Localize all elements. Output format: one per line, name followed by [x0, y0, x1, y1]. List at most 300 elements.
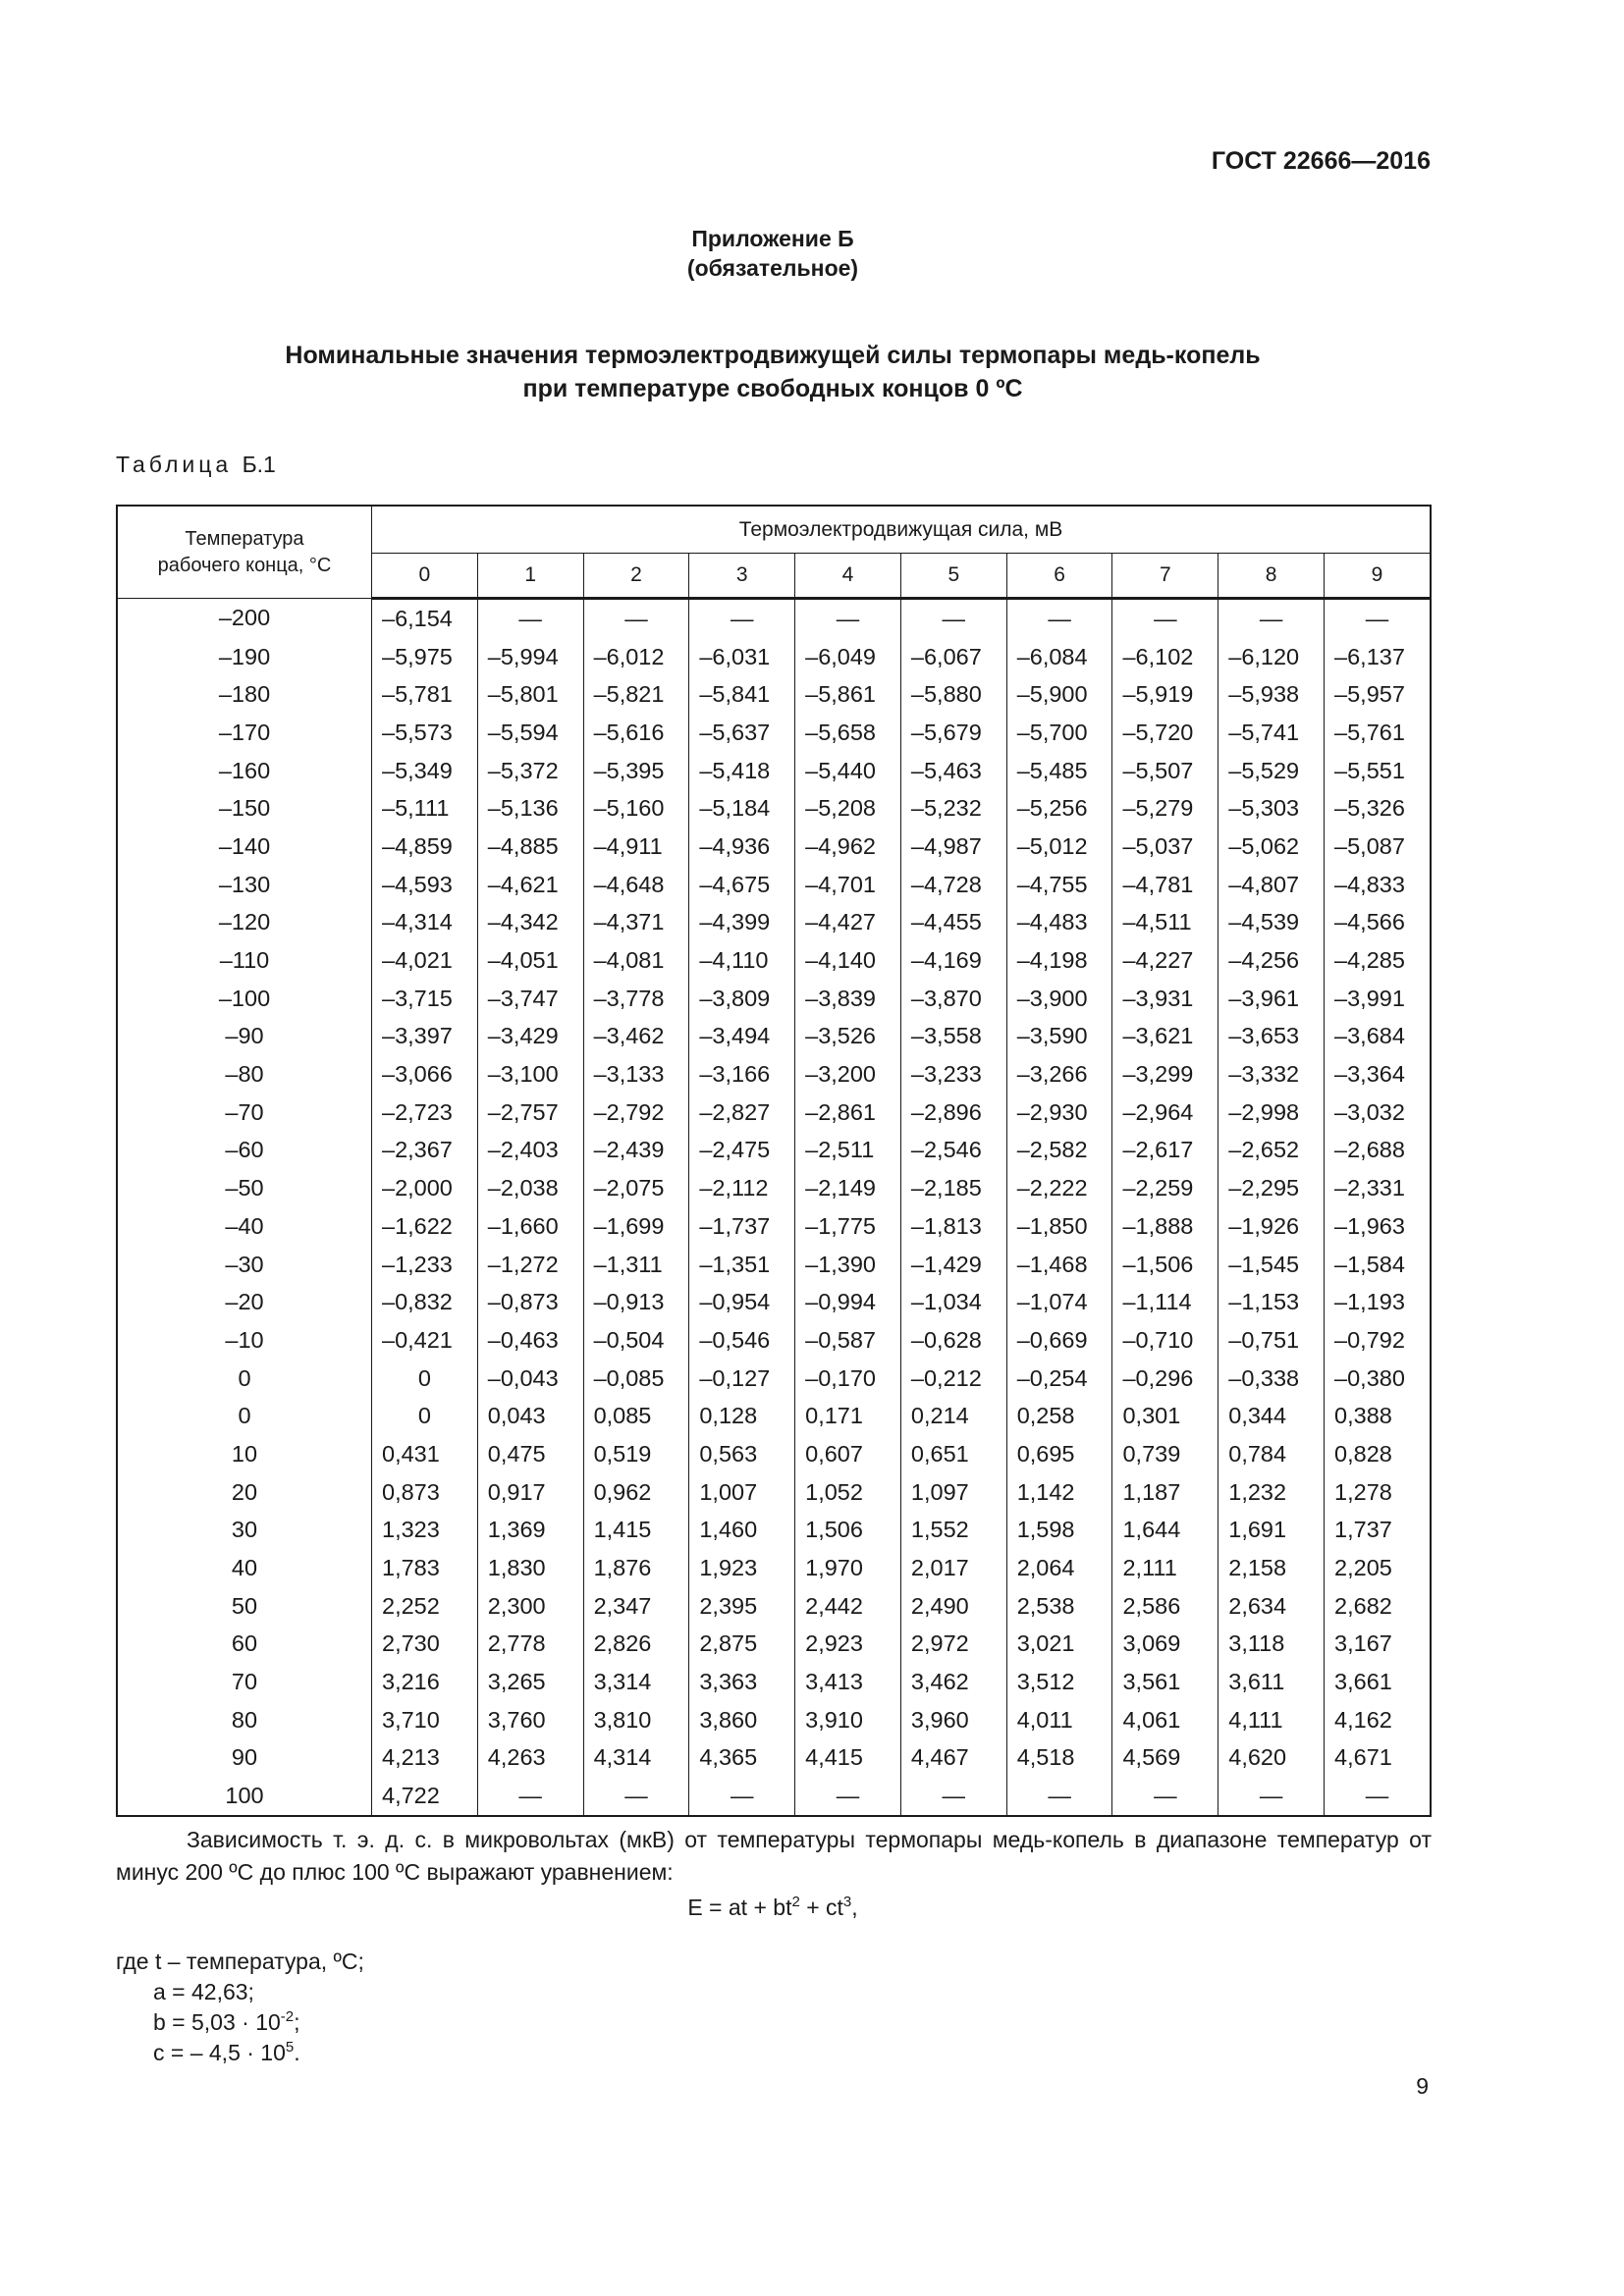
emf-cell: –4,198 [1006, 941, 1112, 980]
table-row [117, 1739, 1431, 1778]
emf-cell: 3,512 [1006, 1663, 1112, 1701]
emf-cell: –5,279 [1112, 789, 1218, 828]
emf-cell: –5,761 [1325, 714, 1431, 752]
table-row [117, 1626, 1431, 1664]
emf-cell: –6,049 [795, 638, 901, 676]
emf-cell: 1,369 [477, 1512, 583, 1550]
emf-cell: 1,830 [477, 1549, 583, 1587]
emf-cell: –1,311 [583, 1246, 689, 1284]
temperature-cell: 10 [117, 1435, 372, 1473]
emf-cell: — [1218, 599, 1325, 638]
coef-b-base: b = 5,03 · 10 [153, 2009, 281, 2035]
emf-cell: –2,367 [372, 1132, 478, 1170]
formula [0, 1895, 1545, 1921]
emf-cell: –3,590 [1006, 1018, 1112, 1056]
emf-cell: –5,349 [372, 752, 478, 790]
emf-cell: –2,792 [583, 1094, 689, 1132]
emf-cell: –0,127 [689, 1360, 795, 1398]
emf-cell: –5,485 [1006, 752, 1112, 790]
emf-cell: –5,781 [372, 675, 478, 714]
temperature-cell: –200 [117, 599, 372, 638]
emf-cell: 1,007 [689, 1473, 795, 1512]
emf-cell: 2,158 [1218, 1549, 1325, 1587]
emf-cell: 0,873 [372, 1473, 478, 1512]
emf-cell: 0,043 [477, 1397, 583, 1435]
coef-b-end: ; [294, 2009, 300, 2035]
emf-cell: –3,715 [372, 980, 478, 1018]
table-label [116, 452, 276, 478]
temperature-cell: –60 [117, 1132, 372, 1170]
emf-cell: — [1112, 599, 1218, 638]
formula-part1: E = at + bt [687, 1895, 792, 1920]
emf-cell: 4,011 [1006, 1701, 1112, 1739]
emf-cell: –2,295 [1218, 1169, 1325, 1207]
emf-cell: –5,395 [583, 752, 689, 790]
emf-cell: –3,100 [477, 1055, 583, 1094]
emf-cell: –0,504 [583, 1321, 689, 1360]
table-label-word: Таблица [116, 452, 233, 477]
where-block [116, 1947, 364, 2068]
emf-cell: — [1112, 1777, 1218, 1816]
emf-cell: –2,000 [372, 1169, 478, 1207]
table-row [117, 980, 1431, 1018]
emf-cell: –1,737 [689, 1207, 795, 1246]
emf-cell: –1,699 [583, 1207, 689, 1246]
emf-cell: 3,710 [372, 1701, 478, 1739]
temperature-cell: 60 [117, 1626, 372, 1664]
emf-cell: –5,507 [1112, 752, 1218, 790]
emf-cell: 2,538 [1006, 1587, 1112, 1626]
emf-cell: –4,110 [689, 941, 795, 980]
emf-cell: 3,910 [795, 1701, 901, 1739]
temperature-cell: 0 [117, 1397, 372, 1435]
table-row [117, 1283, 1431, 1321]
emf-cell: –2,075 [583, 1169, 689, 1207]
emf-cell: –4,483 [1006, 904, 1112, 942]
temperature-cell: 80 [117, 1701, 372, 1739]
coef-a: a = 42,63; [153, 1979, 254, 2004]
emf-cell: –5,658 [795, 714, 901, 752]
column-header-3: 3 [689, 554, 795, 599]
emf-cell: –2,617 [1112, 1132, 1218, 1170]
emf-cell: –5,208 [795, 789, 901, 828]
emf-cell: 3,118 [1218, 1626, 1325, 1664]
formula-part2: + ct [799, 1895, 843, 1920]
temperature-cell: –70 [117, 1094, 372, 1132]
emf-cell: 0,651 [900, 1435, 1006, 1473]
emf-cell: — [1325, 1777, 1431, 1816]
temperature-cell: –190 [117, 638, 372, 676]
emf-cell: 0,695 [1006, 1435, 1112, 1473]
column-header-7: 7 [1112, 554, 1218, 599]
emf-cell: –2,546 [900, 1132, 1006, 1170]
emf-cell: –2,038 [477, 1169, 583, 1207]
emf-cell: –5,801 [477, 675, 583, 714]
emf-cell: 3,167 [1325, 1626, 1431, 1664]
emf-cell: –1,660 [477, 1207, 583, 1246]
emf-cell: –2,439 [583, 1132, 689, 1170]
emf-cell: 2,017 [900, 1549, 1006, 1587]
emf-cell: –1,963 [1325, 1207, 1431, 1246]
emf-cell: –1,233 [372, 1246, 478, 1284]
emf-cell: –1,468 [1006, 1246, 1112, 1284]
emf-cell: –4,021 [372, 941, 478, 980]
temperature-cell: 90 [117, 1739, 372, 1778]
emf-cell: –5,303 [1218, 789, 1325, 828]
temperature-cell: –130 [117, 866, 372, 904]
emf-cell: –5,841 [689, 675, 795, 714]
table-row [117, 1435, 1431, 1473]
emf-cell: –1,272 [477, 1246, 583, 1284]
table-row [117, 866, 1431, 904]
emf-cell: –3,870 [900, 980, 1006, 1018]
emf-cell: –4,755 [1006, 866, 1112, 904]
emf-cell: 2,300 [477, 1587, 583, 1626]
emf-cell: –3,397 [372, 1018, 478, 1056]
emf-cell: 3,314 [583, 1663, 689, 1701]
emf-cell: 1,644 [1112, 1512, 1218, 1550]
emf-cell: –4,081 [583, 941, 689, 980]
emf-cell: –5,919 [1112, 675, 1218, 714]
emf-cell: –0,792 [1325, 1321, 1431, 1360]
table-row [117, 638, 1431, 676]
emf-cell: –5,529 [1218, 752, 1325, 790]
emf-cell: –0,994 [795, 1283, 901, 1321]
column-header-9: 9 [1325, 554, 1431, 599]
emf-cell: –5,720 [1112, 714, 1218, 752]
emf-cell: 2,634 [1218, 1587, 1325, 1626]
emf-cell: –4,285 [1325, 941, 1431, 980]
emf-cell: — [689, 599, 795, 638]
emf-cell: 2,923 [795, 1626, 901, 1664]
header-emf-group: Термоэлектродвижущая сила, мВ [372, 506, 1432, 554]
emf-cell: 1,691 [1218, 1512, 1325, 1550]
temperature-cell: 100 [117, 1777, 372, 1816]
emf-cell: 3,810 [583, 1701, 689, 1739]
temperature-cell: –150 [117, 789, 372, 828]
column-header-4: 4 [795, 554, 901, 599]
emf-cell: 1,923 [689, 1549, 795, 1587]
emf-cell: –0,587 [795, 1321, 901, 1360]
emf-cell: 4,467 [900, 1739, 1006, 1778]
table-row [117, 752, 1431, 790]
emf-cell: 1,323 [372, 1512, 478, 1550]
emf-cell: 4,162 [1325, 1701, 1431, 1739]
emf-cell: –5,637 [689, 714, 795, 752]
emf-cell: 3,760 [477, 1701, 583, 1739]
emf-cell: 4,415 [795, 1739, 901, 1778]
emf-cell: 0,563 [689, 1435, 795, 1473]
emf-cell: 4,111 [1218, 1701, 1325, 1739]
emf-cell: –1,850 [1006, 1207, 1112, 1246]
emf-cell: –4,539 [1218, 904, 1325, 942]
emf-cell: 0,475 [477, 1435, 583, 1473]
emf-cell: –2,964 [1112, 1094, 1218, 1132]
emf-table [116, 505, 1432, 1817]
emf-cell: –5,551 [1325, 752, 1431, 790]
emf-cell: 0 [372, 1360, 478, 1398]
emf-cell: 3,021 [1006, 1626, 1112, 1664]
emf-cell: 0,519 [583, 1435, 689, 1473]
emf-cell: –4,140 [795, 941, 901, 980]
emf-cell: –3,032 [1325, 1094, 1431, 1132]
emf-cell: 2,347 [583, 1587, 689, 1626]
emf-cell: –0,338 [1218, 1360, 1325, 1398]
formula-exp1: 2 [791, 1894, 800, 1910]
emf-cell: –4,648 [583, 866, 689, 904]
table-row [117, 1246, 1431, 1284]
emf-cell: 1,970 [795, 1549, 901, 1587]
coef-c-base: c = – 4,5 · 10 [153, 2040, 286, 2065]
emf-cell: –2,222 [1006, 1169, 1112, 1207]
table-row [117, 1701, 1431, 1739]
table-row [117, 1473, 1431, 1512]
emf-cell: 3,216 [372, 1663, 478, 1701]
emf-cell: –0,043 [477, 1360, 583, 1398]
emf-cell: 3,069 [1112, 1626, 1218, 1664]
emf-cell: 1,232 [1218, 1473, 1325, 1512]
emf-cell: 2,395 [689, 1587, 795, 1626]
emf-cell: 1,506 [795, 1512, 901, 1550]
emf-cell: 3,265 [477, 1663, 583, 1701]
emf-cell: –3,653 [1218, 1018, 1325, 1056]
temperature-cell: –10 [117, 1321, 372, 1360]
emf-cell: –0,380 [1325, 1360, 1431, 1398]
emf-cell: 3,661 [1325, 1663, 1431, 1701]
table-row [117, 1587, 1431, 1626]
emf-cell: — [477, 599, 583, 638]
emf-cell: –0,546 [689, 1321, 795, 1360]
emf-cell: –6,102 [1112, 638, 1218, 676]
emf-cell: 1,142 [1006, 1473, 1112, 1512]
emf-cell: –4,169 [900, 941, 1006, 980]
emf-cell: –5,232 [900, 789, 1006, 828]
emf-cell: –0,954 [689, 1283, 795, 1321]
emf-cell: — [795, 599, 901, 638]
emf-cell: –3,429 [477, 1018, 583, 1056]
emf-cell: –0,710 [1112, 1321, 1218, 1360]
emf-cell: 2,442 [795, 1587, 901, 1626]
emf-cell: –6,154 [372, 599, 478, 638]
temperature-cell: –40 [117, 1207, 372, 1246]
emf-cell: –1,506 [1112, 1246, 1218, 1284]
emf-cell: –4,455 [900, 904, 1006, 942]
emf-cell: –1,584 [1325, 1246, 1431, 1284]
temperature-cell: –120 [117, 904, 372, 942]
emf-cell: –3,299 [1112, 1055, 1218, 1094]
emf-cell: 0,214 [900, 1397, 1006, 1435]
emf-cell: –3,066 [372, 1055, 478, 1094]
emf-cell: –2,930 [1006, 1094, 1112, 1132]
coef-c [116, 2038, 364, 2068]
emf-cell: 1,187 [1112, 1473, 1218, 1512]
emf-cell: –4,911 [583, 828, 689, 866]
emf-cell: –3,462 [583, 1018, 689, 1056]
emf-cell: –4,227 [1112, 941, 1218, 980]
emf-cell: 0,128 [689, 1397, 795, 1435]
emf-cell: –6,067 [900, 638, 1006, 676]
emf-cell: –4,962 [795, 828, 901, 866]
temperature-cell: –110 [117, 941, 372, 980]
table-row [117, 1207, 1431, 1246]
emf-cell: –3,839 [795, 980, 901, 1018]
table-row [117, 1169, 1431, 1207]
table-row [117, 789, 1431, 828]
emf-cell: –3,991 [1325, 980, 1431, 1018]
emf-cell: –3,778 [583, 980, 689, 1018]
emf-cell: –3,747 [477, 980, 583, 1018]
emf-cell: –5,573 [372, 714, 478, 752]
emf-cell: –6,012 [583, 638, 689, 676]
emf-cell: –6,031 [689, 638, 795, 676]
emf-cell: 2,111 [1112, 1549, 1218, 1587]
column-header-6: 6 [1006, 554, 1112, 599]
temperature-cell: –140 [117, 828, 372, 866]
emf-cell: 4,314 [583, 1739, 689, 1778]
emf-cell: –4,885 [477, 828, 583, 866]
coef-c-exp: 5 [285, 2039, 295, 2056]
emf-cell: — [689, 1777, 795, 1816]
emf-cell: — [583, 599, 689, 638]
emf-cell: 0,828 [1325, 1435, 1431, 1473]
emf-cell: 3,462 [900, 1663, 1006, 1701]
emf-cell: 3,960 [900, 1701, 1006, 1739]
temperature-cell: 70 [117, 1663, 372, 1701]
table-row [117, 941, 1431, 980]
emf-cell: –2,998 [1218, 1094, 1325, 1132]
emf-cell: 3,363 [689, 1663, 795, 1701]
coef-b-exp: -2 [280, 2008, 295, 2025]
column-header-8: 8 [1218, 554, 1325, 599]
emf-cell: 1,783 [372, 1549, 478, 1587]
emf-cell: 0,388 [1325, 1397, 1431, 1435]
emf-cell: –4,807 [1218, 866, 1325, 904]
emf-cell: –0,254 [1006, 1360, 1112, 1398]
table-row [117, 1094, 1431, 1132]
emf-cell: –5,994 [477, 638, 583, 676]
appendix-subtitle: (обязательное) [686, 255, 859, 281]
emf-cell: –3,200 [795, 1055, 901, 1094]
table-row [117, 1321, 1431, 1360]
appendix-title: Приложение Б [691, 226, 854, 251]
emf-cell: –1,775 [795, 1207, 901, 1246]
emf-cell: 1,876 [583, 1549, 689, 1587]
emf-cell: 2,730 [372, 1626, 478, 1664]
table-row [117, 828, 1431, 866]
emf-cell: –5,372 [477, 752, 583, 790]
emf-cell: 0,085 [583, 1397, 689, 1435]
emf-cell: –5,111 [372, 789, 478, 828]
emf-cell: –0,170 [795, 1360, 901, 1398]
emf-cell: –0,296 [1112, 1360, 1218, 1398]
table-row [117, 675, 1431, 714]
emf-cell: –1,429 [900, 1246, 1006, 1284]
emf-cell: –5,679 [900, 714, 1006, 752]
emf-cell: 4,722 [372, 1777, 478, 1816]
emf-cell: 4,569 [1112, 1739, 1218, 1778]
emf-cell: –0,628 [900, 1321, 1006, 1360]
emf-cell: 2,778 [477, 1626, 583, 1664]
emf-cell: 2,972 [900, 1626, 1006, 1664]
emf-cell: –4,701 [795, 866, 901, 904]
emf-cell: 0,258 [1006, 1397, 1112, 1435]
emf-cell: –4,675 [689, 866, 795, 904]
emf-cell: –2,149 [795, 1169, 901, 1207]
emf-cell: –5,700 [1006, 714, 1112, 752]
emf-cell: –0,832 [372, 1283, 478, 1321]
emf-cell: –4,833 [1325, 866, 1431, 904]
emf-cell: –4,621 [477, 866, 583, 904]
table-row [117, 1777, 1431, 1816]
emf-cell: 0,431 [372, 1435, 478, 1473]
emf-cell: 2,205 [1325, 1549, 1431, 1587]
emf-cell: –5,184 [689, 789, 795, 828]
temperature-cell: 40 [117, 1549, 372, 1587]
temperature-cell: –170 [117, 714, 372, 752]
emf-cell: 1,278 [1325, 1473, 1431, 1512]
emf-cell: –4,051 [477, 941, 583, 980]
column-header-1: 1 [477, 554, 583, 599]
emf-cell: –5,012 [1006, 828, 1112, 866]
emf-cell: –2,331 [1325, 1169, 1431, 1207]
emf-cell: 2,064 [1006, 1549, 1112, 1587]
emf-cell: 2,682 [1325, 1587, 1431, 1626]
emf-cell: 1,415 [583, 1512, 689, 1550]
emf-cell: 1,460 [689, 1512, 795, 1550]
emf-cell: –4,342 [477, 904, 583, 942]
emf-cell: 4,671 [1325, 1739, 1431, 1778]
emf-cell: –5,463 [900, 752, 1006, 790]
emf-cell: 0,962 [583, 1473, 689, 1512]
emf-cell: — [900, 599, 1006, 638]
title-line-2: при температуре свободных концов 0 ºС [522, 375, 1023, 402]
where-line: где t – температура, ºС; [116, 1949, 364, 1974]
emf-cell: –2,259 [1112, 1169, 1218, 1207]
table-row [117, 714, 1431, 752]
emf-cell: –2,757 [477, 1094, 583, 1132]
table-row [117, 599, 1431, 638]
emf-cell: –3,900 [1006, 980, 1112, 1018]
coef-b [116, 2007, 364, 2038]
emf-cell: –6,137 [1325, 638, 1431, 676]
emf-cell: –0,669 [1006, 1321, 1112, 1360]
emf-cell: –2,112 [689, 1169, 795, 1207]
emf-cell: –1,034 [900, 1283, 1006, 1321]
emf-cell: –0,873 [477, 1283, 583, 1321]
emf-cell: –5,957 [1325, 675, 1431, 714]
emf-cell: –1,351 [689, 1246, 795, 1284]
emf-cell: –2,723 [372, 1094, 478, 1132]
temperature-cell: 50 [117, 1587, 372, 1626]
emf-cell: 3,413 [795, 1663, 901, 1701]
emf-cell: –0,212 [900, 1360, 1006, 1398]
emf-cell: — [1006, 1777, 1112, 1816]
temperature-cell: –80 [117, 1055, 372, 1094]
emf-cell: –1,153 [1218, 1283, 1325, 1321]
table-row [117, 1663, 1431, 1701]
emf-cell: –4,936 [689, 828, 795, 866]
emf-cell: 0,344 [1218, 1397, 1325, 1435]
emf-cell: –3,931 [1112, 980, 1218, 1018]
emf-cell: –2,582 [1006, 1132, 1112, 1170]
emf-cell: –2,185 [900, 1169, 1006, 1207]
emf-cell: –2,688 [1325, 1132, 1431, 1170]
table-label-number: Б.1 [242, 452, 276, 477]
emf-cell: –3,133 [583, 1055, 689, 1094]
emf-cell: –3,809 [689, 980, 795, 1018]
formula-end: , [851, 1895, 858, 1920]
table-row [117, 1018, 1431, 1056]
